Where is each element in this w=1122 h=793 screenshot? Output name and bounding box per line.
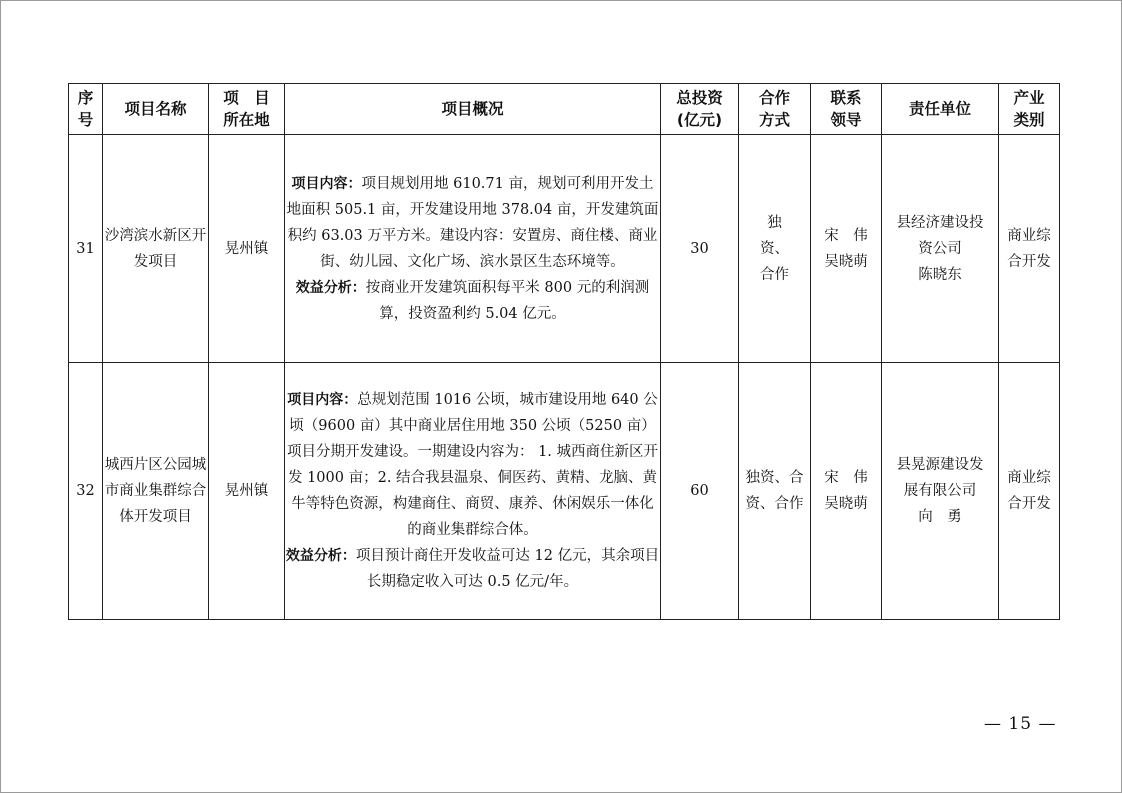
cell-leader: [811, 363, 882, 620]
cell-seq: 32: [69, 363, 103, 620]
unit-line-1: 县晃源建设发: [896, 457, 984, 473]
table-row: [69, 135, 1060, 363]
header-overview: 项目概况: [285, 84, 661, 135]
header-location-line-1: 项 目: [223, 89, 270, 107]
cell-unit: [882, 135, 999, 363]
unit-line-1: 县经济建设投: [896, 214, 984, 231]
overview-content: [285, 387, 660, 543]
cell-category: 商业综合开发: [999, 135, 1060, 363]
unit-contact: 陈晓东: [918, 266, 962, 283]
table-row: [69, 363, 1060, 620]
leader-name-1: 宋 伟: [824, 227, 868, 244]
header-category-line-2: 类别: [1013, 111, 1045, 129]
overview-benefit-label: 效益分析：: [295, 279, 366, 296]
overview-benefit-label: 效益分析：: [285, 548, 356, 564]
cell-project-name: 城西片区公园城市商业集群综合体开发项目: [103, 363, 209, 620]
overview-content-label: 项目内容：: [291, 175, 362, 192]
cell-project-name: 沙湾滨水新区开发项目: [103, 135, 209, 363]
cell-overview: [285, 135, 661, 363]
header-location: [209, 84, 285, 135]
cell-cooperation: 独资、合资、合作: [739, 363, 811, 620]
leader-name-2: 吴晓萌: [824, 253, 868, 270]
overview-benefit-text: 项目预计商住开发收益可达 12 亿元，其余项目长期稳定收入可达 0.5 亿元/年。: [355, 548, 660, 590]
overview-benefit: [285, 543, 660, 595]
header-category: [999, 84, 1060, 135]
leader-name-1: 宋 伟: [824, 470, 868, 486]
overview-content: [285, 171, 660, 275]
header-row: [69, 84, 1060, 135]
header-cooperation-line-2: 方式: [758, 111, 790, 129]
cell-investment: 60: [661, 363, 739, 620]
cell-location: 晃州镇: [209, 135, 285, 363]
cell-investment: 30: [661, 135, 739, 363]
header-leader-line-1: 联系: [830, 89, 862, 107]
cell-unit: [882, 363, 999, 620]
overview-benefit-text: 按商业开发建筑面积每平米 800 元的利润测算，投资盈利约 5.04 亿元。: [365, 279, 650, 322]
header-investment-line-1: 总投资: [676, 89, 723, 107]
header-seq: [69, 84, 103, 135]
header-category-line-1: 产业: [1013, 89, 1045, 107]
overview-content-text: 总规划范围 1016 公顷，城市建设用地 640 公顷（9600 亩）其中商业居住用地 350 公顷（5250 亩）项目分期开发建设。一期建设内容为： 1. 城西商住新区开发 1000 亩；2. 结合我县温泉、侗医药、黄精、龙脑、黄牛等特色资源，构建商住、商贸、康养、休闲娱乐一体化的商业集群综合体。: [286, 392, 659, 538]
header-investment-line-2: (亿元): [676, 111, 723, 129]
unit-contact: 向 勇: [918, 509, 962, 525]
cell-category: 商业综合开发: [999, 363, 1060, 620]
header-investment: [661, 84, 739, 135]
header-leader: [811, 84, 882, 135]
header-unit: 责任单位: [882, 84, 999, 135]
page-number: — 15 —: [984, 714, 1057, 734]
header-name: 项目名称: [103, 84, 209, 135]
cell-seq: 31: [69, 135, 103, 363]
unit-line-2: 展有限公司: [903, 483, 977, 499]
header-location-line-2: 所在地: [223, 111, 270, 129]
header-cooperation-line-1: 合作: [758, 89, 790, 107]
header-leader-line-2: 领导: [830, 111, 862, 129]
cell-leader: [811, 135, 882, 363]
overview-content-label: 项目内容：: [287, 392, 358, 408]
unit-line-2: 资公司: [918, 240, 962, 257]
header-cooperation: [739, 84, 811, 135]
cell-location: 晃州镇: [209, 363, 285, 620]
cell-cooperation: 独资、合作: [739, 135, 811, 363]
cell-overview: [285, 363, 661, 620]
projects-table: [68, 83, 1060, 620]
leader-name-2: 吴晓萌: [824, 496, 868, 512]
header-seq-line-1: 序: [77, 89, 94, 107]
header-seq-line-2: 号: [77, 111, 94, 129]
overview-content-text: 项目规划用地 610.71 亩，规划可利用开发土地面积 505.1 亩，开发建设用地 378.04 亩，开发建筑面积约 63.03 万平方米。建设内容：安置房、商住楼、商业街、幼儿园、文化广场、滨水景区生态环境等。: [286, 175, 659, 270]
overview-benefit: [285, 275, 660, 327]
